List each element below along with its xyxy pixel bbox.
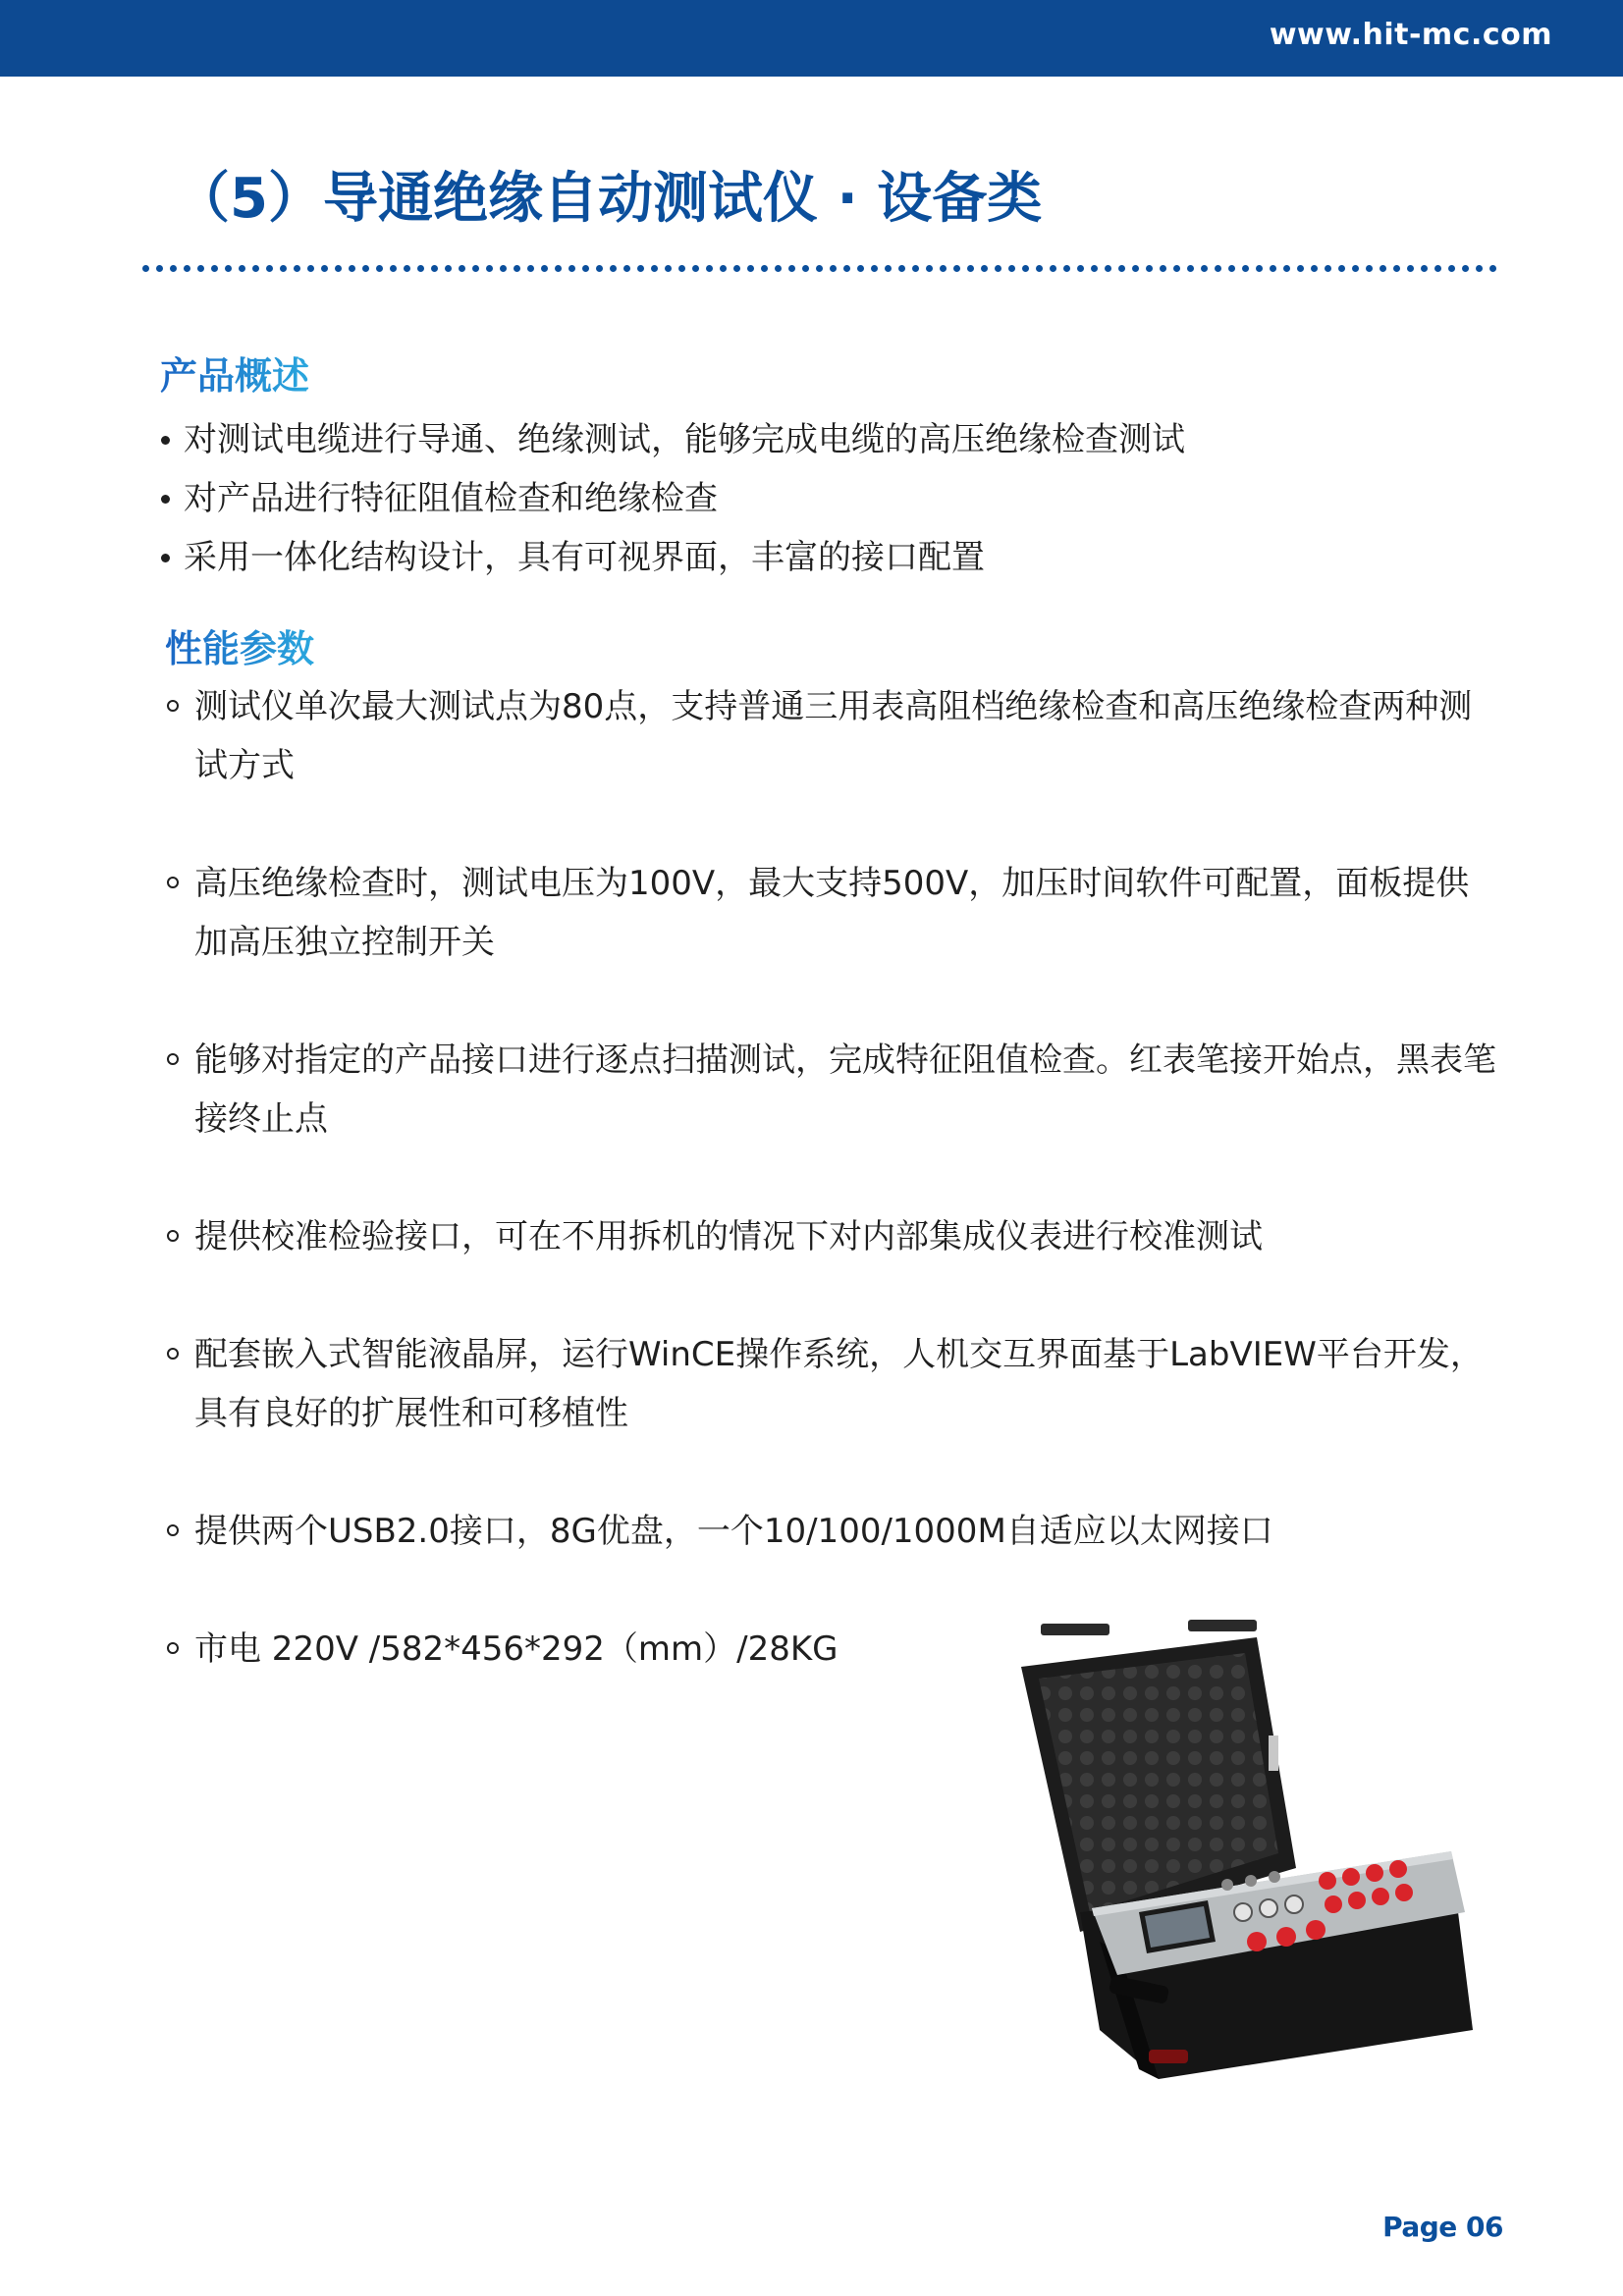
performance-item-text: 提供校准检验接口，可在不用拆机的情况下对内部集成仪表进行校准测试	[194, 1217, 1263, 1256]
circle-bullet-icon	[167, 700, 179, 712]
performance-item-text: 高压绝缘检查时，测试电压为100V，最大支持500V，加压时间软件可配置，面板提供加高压独立控制开关	[194, 864, 1470, 962]
list-item	[163, 1325, 1498, 1443]
site-url[interactable]: www.hit-mc.com	[1269, 18, 1552, 52]
circle-bullet-icon	[167, 1524, 179, 1536]
performance-item-text: 配套嵌入式智能液晶屏，运行WinCE操作系统，人机交互界面基于LabVIEW平台开发，具有良好的扩展性和可移植性	[194, 1335, 1484, 1433]
list-item	[163, 1502, 1498, 1561]
list-item	[163, 1031, 1498, 1148]
circle-bullet-icon	[167, 1230, 179, 1242]
bullet-icon	[161, 436, 170, 445]
product-photo	[1011, 1618, 1483, 2099]
circle-bullet-icon	[167, 877, 179, 888]
list-item	[163, 854, 1498, 972]
performance-item-text: 市电 220V /582*456*292（mm）/28KG	[194, 1629, 839, 1669]
performance-item-text: 提供两个USB2.0接口，8G优盘，一个10/100/1000M自适应以太网接口	[194, 1512, 1273, 1551]
list-item	[157, 410, 1434, 469]
bullet-icon	[161, 495, 170, 504]
header-bar	[0, 0, 1623, 77]
bullet-icon	[161, 554, 170, 562]
page-title: （5）导通绝缘自动测试仪 · 设备类	[175, 167, 1043, 231]
overview-item-text: 采用一体化结构设计，具有可视界面，丰富的接口配置	[184, 538, 985, 577]
circle-bullet-icon	[167, 1348, 179, 1360]
performance-item-text: 测试仪单次最大测试点为80点，支持普通三用表高阻档绝缘检查和高压绝缘检查两种测试方式	[194, 687, 1473, 785]
performance-list	[163, 677, 1498, 1679]
dotted-divider	[142, 265, 1497, 272]
page-number: Page 06	[1382, 2211, 1503, 2243]
list-item	[157, 469, 1434, 528]
circle-bullet-icon	[167, 1642, 179, 1654]
overview-heading: 产品概述	[160, 346, 309, 400]
list-item	[163, 1207, 1498, 1266]
overview-item-text: 对产品进行特征阻值检查和绝缘检查	[184, 479, 718, 518]
overview-item-text: 对测试电缆进行导通、绝缘测试，能够完成电缆的高压绝缘检查测试	[184, 420, 1185, 459]
list-item	[163, 677, 1498, 795]
circle-bullet-icon	[167, 1053, 179, 1065]
overview-list	[157, 410, 1434, 587]
performance-item-text: 能够对指定的产品接口进行逐点扫描测试，完成特征阻值检查。红表笔接开始点，黑表笔接终止点	[194, 1041, 1496, 1139]
list-item	[157, 528, 1434, 587]
performance-heading: 性能参数	[165, 618, 314, 672]
